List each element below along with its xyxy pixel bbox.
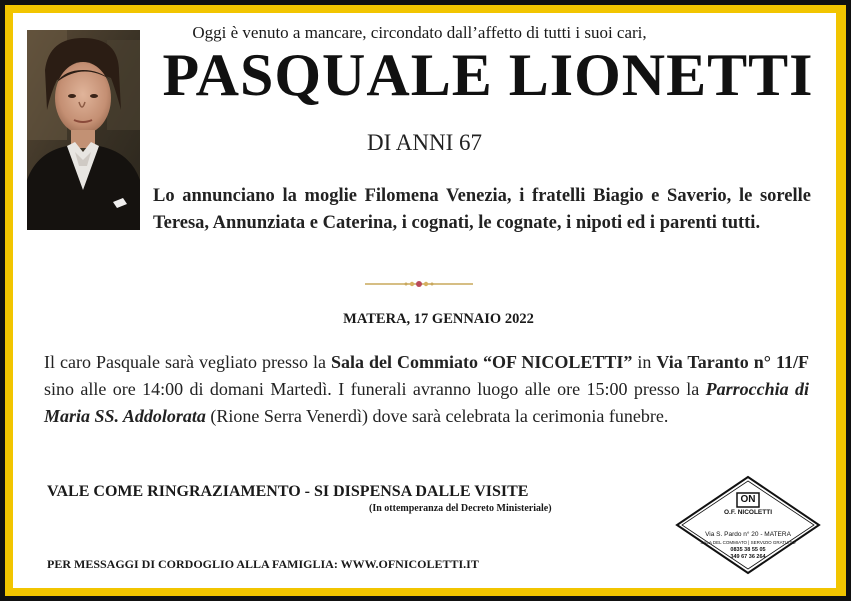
church-name: Parrocchia di Maria SS. Addolorata bbox=[44, 379, 809, 426]
ceremony-details bbox=[44, 349, 809, 430]
logo-brand: O.F. NICOLETTI bbox=[723, 509, 773, 516]
announcement-text: Lo annunciano la moglie Filomena Venezia, i fratelli Biagio e Saverio, le sorelle Teresa, Annunziata e Caterina, i cognati, le cognate, i nipoti ed i parenti tutti. bbox=[153, 186, 811, 233]
logo-address: Via S. Pardo n° 20 - MATERA bbox=[705, 531, 791, 538]
logo-phone-2: 349 67 36 264 bbox=[730, 554, 766, 560]
portrait-photo bbox=[27, 30, 140, 230]
footer-contact: PER MESSAGGI DI CORDOGLIO ALLA FAMIGLIA: WWW.OFNICOLETTI.IT bbox=[47, 557, 479, 571]
details-text-4: (Rione Serra Venerdì) dove sarà celebrata la cerimonia funebre. bbox=[205, 406, 669, 426]
decree-note: (In ottemperanza del Decreto Ministeriale) bbox=[369, 503, 552, 514]
logo-services: SALA DEL COMMIATO | SERVIZIO GRATUITO bbox=[700, 540, 796, 545]
logo-monogram: ON bbox=[740, 494, 756, 505]
ornament-divider bbox=[365, 279, 473, 289]
details-text-3: sino alle ore 14:00 di domani Martedì. I funerali avranno luogo alle ore 15:00 presso la bbox=[44, 379, 706, 399]
venue-address: Via Taranto n° 11/F bbox=[656, 352, 809, 372]
age-line: DI ANNI 67 bbox=[367, 130, 482, 155]
thanks-line: VALE COME RINGRAZIAMENTO - SI DISPENSA DALLE VISITE bbox=[47, 483, 529, 500]
deceased-name: PASQUALE LIONETTI bbox=[162, 42, 814, 108]
details-text-2: in bbox=[632, 352, 657, 372]
logo-phone-1: 0835 38 55 05 bbox=[730, 547, 766, 553]
funeral-notice bbox=[13, 13, 836, 588]
place-date: MATERA, 17 GENNAIO 2022 bbox=[343, 311, 534, 327]
details-text-1: Il caro Pasquale sarà vegliato presso la bbox=[44, 352, 331, 372]
funeral-home-logo bbox=[675, 475, 821, 575]
intro-line: Oggi è venuto a mancare, circondato dall’affetto di tutti i suoi cari, bbox=[192, 23, 647, 42]
venue-name: Sala del Commiato “OF NICOLETTI” bbox=[330, 352, 633, 372]
